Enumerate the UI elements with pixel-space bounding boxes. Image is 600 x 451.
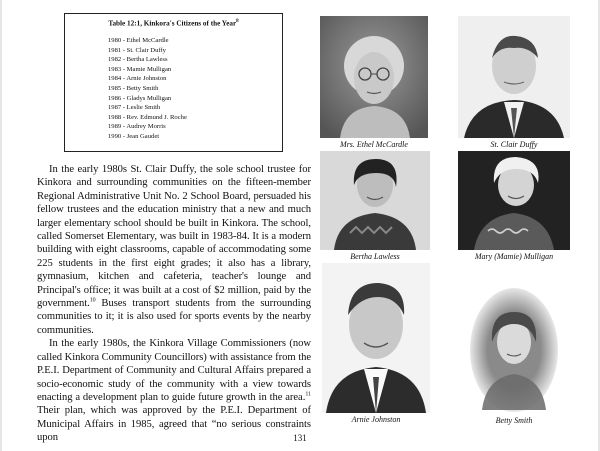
photo-st-clair-duffy [458,16,570,138]
page-edge-left [0,0,2,451]
table-row: 1980 - Ethel McCardle [108,37,169,44]
portrait-image [458,151,570,250]
footnote-ref-11: 11 [305,391,311,398]
portrait-image [320,151,430,250]
citizens-of-the-year-table [64,13,283,152]
portrait-image [320,16,428,138]
body-text [37,163,311,445]
caption-mamie-mulligan: Mary (Mamie) Mulligan [474,252,554,261]
footnote-ref-10: 10 [89,297,96,304]
photo-bertha-lawless [320,151,430,250]
table-title-note: 8 [236,19,239,24]
table-row: 1987 - Leslie Smith [108,104,161,112]
table-row: 1984 - Arnie Johnston [108,75,167,83]
portrait-image [458,16,570,138]
caption-st-clair-duffy: St. Clair Duffy [490,140,538,149]
table-row: 1989 - Audrey Morris [108,123,166,131]
table-row: 1986 - Gladys Mulligan [108,94,172,102]
caption-arnie-johnston: Arnie Johnston [351,415,401,424]
table-row: 1985 - Betty Smith [108,84,159,92]
caption-betty-smith: Betty Smith [495,416,533,425]
table-row: 1981 - St. Clair Duffy [108,46,166,54]
page-number: 131 [293,433,307,443]
table-row: 1982 - Bertha Lawless [108,56,168,64]
caption-ethel-mccardle: Mrs. Ethel McCardle [340,140,408,149]
table-row: 1988 - Rev. Edmund J. Roche [108,113,187,121]
photo-ethel-mccardle [320,16,428,138]
photo-arnie-johnston [322,263,430,413]
paragraph-2: In the early 1980s, the Kinkora Village Commissioners (now called Kinkora Community Councillors) with assistance from the P.E.I. Department of Community and Cultural Affairs prepared a socio-economic study of the community with a view towards enacting a development plan to guide future growth in the area.$^{11}$ Their plan, which was approved by the P.E.I. Department of Municipal Affairs in 1985, agreed that “no serious constraints upon [37,338,311,444]
table-row: 1990 - Jean Gaudet [108,132,160,140]
caption-bertha-lawless: Bertha Lawless [350,252,400,261]
photo-betty-smith [468,286,560,414]
table-title: Table 12:1, Kinkora's Citizens of the Year$^8$ [108,19,239,28]
portrait-image [468,286,560,414]
portrait-image [322,263,430,413]
table-rows [108,36,187,142]
table-row: 1983 - Mamie Mulligan [108,65,172,73]
photo-mamie-mulligan [458,151,570,250]
paragraph-1: In the early 1980s St. Clair Duffy, the sole school trustee for Kinkora and surrounding communities on the fifteen-member Regional Administrative Unit No. 2 School Board, persuaded his fellow trustees and the education ministry that a new and much larger elementary school should be built in Kinkora. The school, called Somerset Elementary, was built in 1983-84. It is a modern building with eight classrooms, capable of accommodating some 225 students in the first eight grades; it also has a library, gymnasium, kitchen and cafeteria, teacher's lounge and Principal's office; it was built at a cost of $2 million, paid by the government.$^{10}$ Buses transport students from the surrounding communities to it; it is also used for sports events by the nearby communities. [37,164,311,336]
